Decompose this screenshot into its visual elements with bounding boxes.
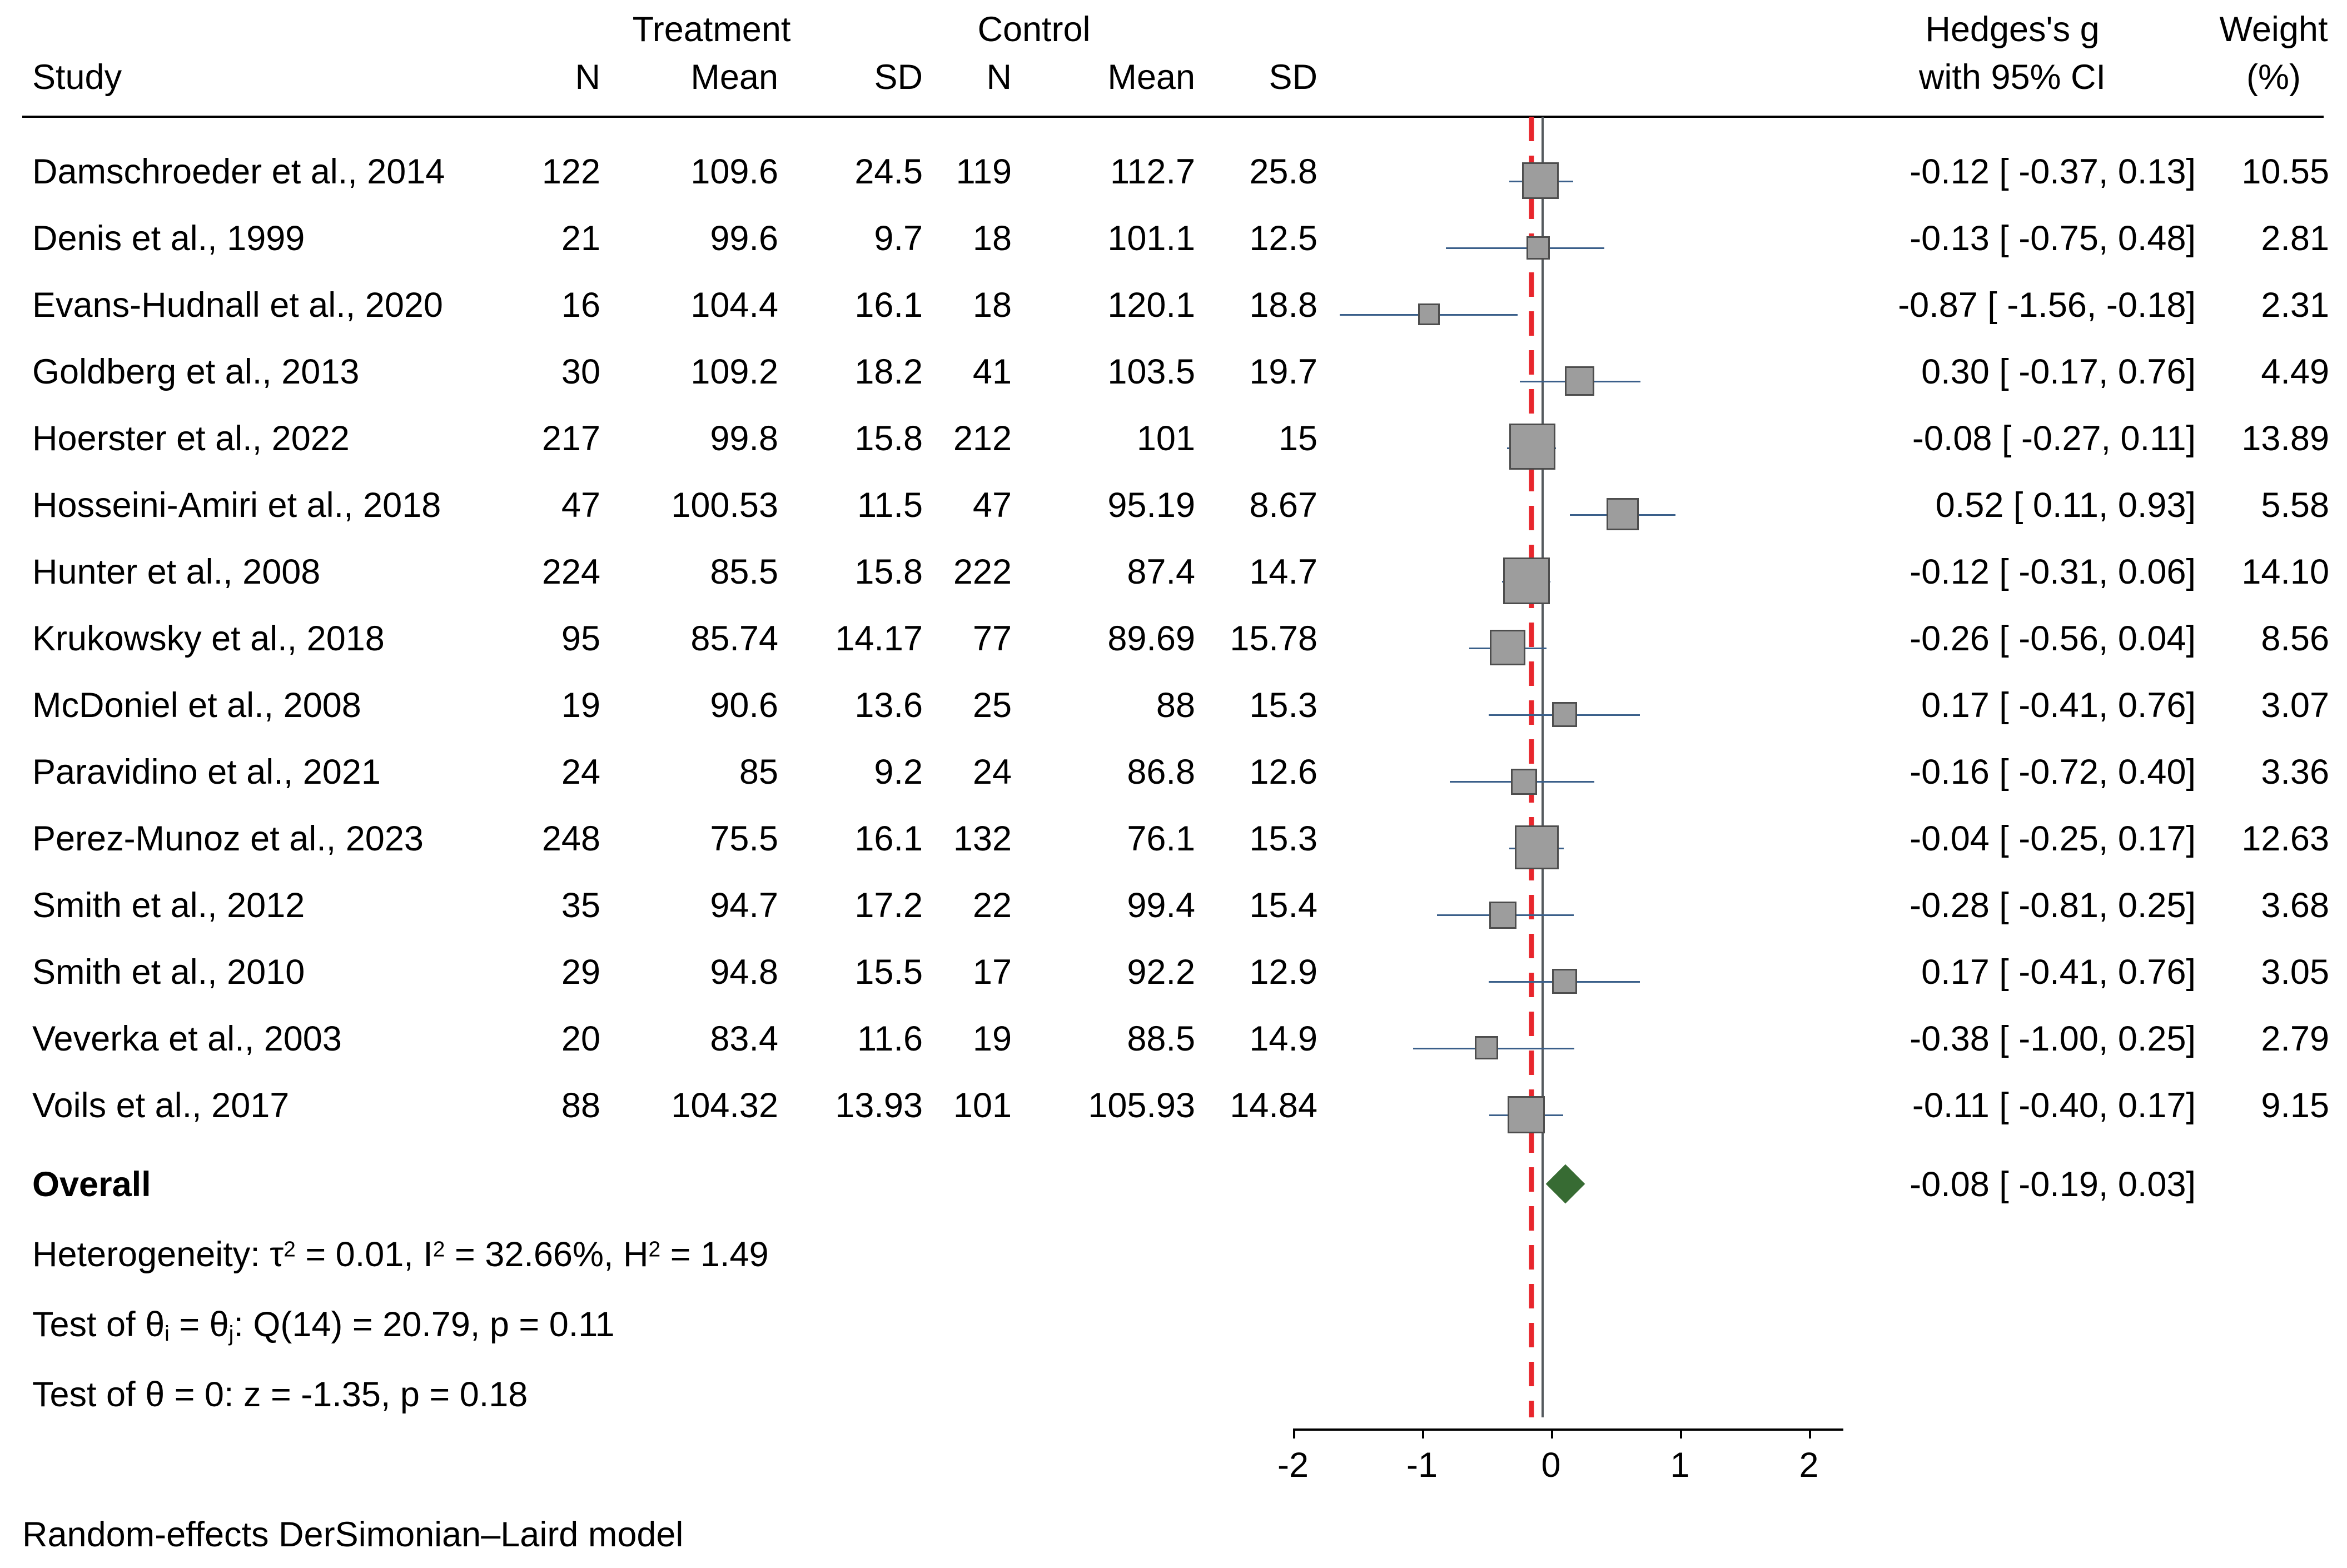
cell-n2: 17: [972, 953, 1012, 992]
study-label: Voils et al., 2017: [32, 1086, 290, 1125]
header-col-n2: N: [986, 58, 1012, 97]
cell-mean1: 75.5: [710, 819, 778, 858]
overall-effect: -0.08 [ -0.19, 0.03]: [1910, 1165, 2196, 1204]
cell-n2: 47: [972, 486, 1012, 525]
cell-effect: -0.04 [ -0.25, 0.17]: [1910, 819, 2196, 858]
cell-mean2: 120.1: [1107, 286, 1195, 325]
heterogeneity-stat: [32, 1237, 769, 1272]
cell-effect: 0.52 [ 0.11, 0.93]: [1935, 486, 2196, 525]
cell-sd2: 8.67: [1249, 486, 1317, 525]
x-axis-line: [1293, 1428, 1843, 1431]
header-col-study: Study: [32, 58, 122, 97]
header-weight-line1: Weight: [2219, 10, 2328, 49]
cell-n1: 217: [541, 419, 600, 458]
x-axis-tick-label: 0: [1541, 1446, 1561, 1485]
cell-sd2: 14.84: [1230, 1086, 1317, 1125]
cell-mean2: 101: [1136, 419, 1195, 458]
cell-weight: 10.55: [2241, 152, 2329, 191]
cell-effect: -0.26 [ -0.56, 0.04]: [1910, 619, 2196, 658]
cell-n1: 19: [561, 686, 600, 725]
cell-weight: 5.58: [2261, 486, 2329, 525]
study-label: Smith et al., 2010: [32, 953, 305, 992]
cell-sd1: 16.1: [854, 286, 923, 325]
cell-mean2: 105.93: [1088, 1086, 1195, 1125]
cell-n2: 25: [972, 686, 1012, 725]
cell-n2: 41: [972, 352, 1012, 391]
cell-mean2: 92.2: [1127, 953, 1195, 992]
cell-n2: 119: [956, 152, 1012, 191]
cell-sd2: 18.8: [1249, 286, 1317, 325]
cell-n2: 22: [972, 886, 1012, 925]
effect-marker: [1515, 825, 1559, 869]
cell-sd1: 11.6: [857, 1019, 923, 1058]
header-effect-title-line2: with 95% CI: [1918, 58, 2106, 97]
cell-mean1: 100.53: [671, 486, 778, 525]
cell-n1: 122: [541, 152, 600, 191]
cell-n1: 29: [561, 953, 600, 992]
cell-effect: -0.12 [ -0.31, 0.06]: [1910, 552, 2196, 591]
cell-mean1: 90.6: [710, 686, 778, 725]
cell-sd2: 14.7: [1249, 552, 1317, 591]
cell-mean2: 103.5: [1107, 352, 1195, 391]
cell-weight: 4.49: [2261, 352, 2329, 391]
tau-symbol: τ: [270, 1235, 284, 1274]
x-axis-tick: [1422, 1428, 1424, 1438]
header-effect-title-line1: Hedges's g: [1925, 10, 2100, 49]
header-col-mean1: Mean: [690, 58, 778, 97]
cell-weight: 9.15: [2261, 1086, 2329, 1125]
cell-mean1: 99.6: [710, 219, 778, 258]
test-q-prefix: Test of θ: [32, 1305, 165, 1344]
cell-sd2: 15: [1278, 419, 1317, 458]
x-axis-tick-label: 1: [1670, 1446, 1690, 1485]
cell-mean2: 88.5: [1127, 1019, 1195, 1058]
i-exponent: 2: [432, 1237, 445, 1262]
cell-n1: 95: [561, 619, 600, 658]
effect-marker: [1552, 969, 1577, 994]
cell-mean2: 112.7: [1110, 152, 1195, 191]
cell-weight: 3.07: [2261, 686, 2329, 725]
cell-sd1: 13.6: [854, 686, 923, 725]
study-label: McDoniel et al., 2008: [32, 686, 361, 725]
study-label: Denis et al., 1999: [32, 219, 305, 258]
study-label: Damschroeder et al., 2014: [32, 152, 445, 191]
cell-effect: 0.17 [ -0.41, 0.76]: [1921, 686, 2196, 725]
cell-mean1: 94.8: [710, 953, 778, 992]
effect-marker: [1607, 498, 1639, 530]
cell-mean1: 94.7: [710, 886, 778, 925]
cell-mean2: 101.1: [1107, 219, 1195, 258]
cell-mean2: 76.1: [1127, 819, 1195, 858]
cell-n1: 16: [561, 286, 600, 325]
cell-sd2: 12.9: [1249, 953, 1317, 992]
cell-effect: -0.11 [ -0.40, 0.17]: [1912, 1086, 2196, 1125]
cell-n1: 21: [561, 219, 600, 258]
cell-sd2: 15.3: [1249, 819, 1317, 858]
cell-n2: 19: [972, 1019, 1012, 1058]
cell-effect: 0.17 [ -0.41, 0.76]: [1921, 953, 2196, 992]
cell-n2: 24: [972, 753, 1012, 792]
heterogeneity-mid2: = 32.66%, H: [445, 1235, 649, 1274]
cell-weight: 12.63: [2241, 819, 2329, 858]
test-q-stat: [32, 1307, 615, 1345]
cell-mean1: 99.8: [710, 419, 778, 458]
cell-n2: 18: [972, 286, 1012, 325]
x-axis-tick-label: 2: [1799, 1446, 1819, 1485]
cell-mean1: 109.2: [690, 352, 778, 391]
cell-weight: 2.81: [2261, 219, 2329, 258]
cell-mean1: 85.74: [690, 619, 778, 658]
cell-sd2: 25.8: [1249, 152, 1317, 191]
cell-sd1: 24.5: [854, 152, 923, 191]
cell-n1: 35: [561, 886, 600, 925]
study-label: Goldberg et al., 2013: [32, 352, 360, 391]
cell-effect: -0.08 [ -0.27, 0.11]: [1912, 419, 2196, 458]
header-col-mean2: Mean: [1107, 58, 1195, 97]
effect-marker: [1509, 424, 1555, 470]
cell-mean2: 89.69: [1107, 619, 1195, 658]
cell-weight: 8.56: [2261, 619, 2329, 658]
cell-mean2: 95.19: [1107, 486, 1195, 525]
cell-sd1: 15.5: [854, 953, 923, 992]
cell-effect: -0.28 [ -0.81, 0.25]: [1910, 886, 2196, 925]
cell-mean1: 85.5: [710, 552, 778, 591]
cell-effect: 0.30 [ -0.17, 0.76]: [1921, 352, 2196, 391]
header-col-n1: N: [575, 58, 600, 97]
cell-sd2: 12.5: [1249, 219, 1317, 258]
cell-n1: 248: [541, 819, 600, 858]
cell-n1: 47: [561, 486, 600, 525]
cell-n1: 24: [561, 753, 600, 792]
cell-sd1: 11.5: [857, 486, 923, 525]
cell-sd2: 12.6: [1249, 753, 1317, 792]
study-label: Smith et al., 2012: [32, 886, 305, 925]
study-label: Paravidino et al., 2021: [32, 753, 381, 792]
overall-effect-line: [1526, 117, 1537, 1417]
effect-marker: [1418, 303, 1440, 325]
x-axis-tick-label: -2: [1277, 1446, 1309, 1485]
heterogeneity-mid1: = 0.01, I: [295, 1235, 433, 1274]
cell-weight: 2.79: [2261, 1019, 2329, 1058]
test-q-end: : Q(14) = 20.79, p = 0.11: [233, 1305, 615, 1344]
tau-exponent: 2: [284, 1237, 296, 1262]
x-axis-tick: [1293, 1428, 1295, 1438]
cell-weight: 3.05: [2261, 953, 2329, 992]
cell-mean2: 99.4: [1127, 886, 1195, 925]
effect-marker: [1565, 366, 1594, 396]
cell-n2: 222: [953, 552, 1012, 591]
cell-sd1: 18.2: [854, 352, 923, 391]
effect-marker: [1522, 162, 1559, 199]
cell-n2: 212: [953, 419, 1012, 458]
cell-n1: 224: [541, 552, 600, 591]
cell-weight: 3.68: [2261, 886, 2329, 925]
study-label: Evans-Hudnall et al., 2020: [32, 286, 443, 325]
study-label: Krukowsky et al., 2018: [32, 619, 385, 658]
study-label: Hunter et al., 2008: [32, 552, 321, 591]
theta-j-sub: j: [228, 1322, 234, 1346]
theta-i-sub: i: [165, 1322, 170, 1346]
cell-mean1: 104.32: [671, 1086, 778, 1125]
cell-n1: 88: [561, 1086, 600, 1125]
effect-marker: [1511, 769, 1537, 795]
x-axis-tick: [1809, 1428, 1811, 1438]
test-q-mid: = θ: [169, 1305, 229, 1344]
effect-marker: [1475, 1036, 1498, 1059]
cell-n2: 132: [953, 819, 1012, 858]
cell-mean2: 87.4: [1127, 552, 1195, 591]
cell-sd2: 19.7: [1249, 352, 1317, 391]
cell-n2: 77: [972, 619, 1012, 658]
h-exponent: 2: [648, 1237, 661, 1262]
x-axis-tick: [1551, 1428, 1553, 1438]
cell-weight: 13.89: [2241, 419, 2329, 458]
model-footnote: Random-effects DerSimonian–Laird model: [22, 1515, 684, 1554]
cell-mean1: 109.6: [690, 152, 778, 191]
cell-sd1: 14.17: [835, 619, 923, 658]
cell-mean1: 85: [739, 753, 778, 792]
heterogeneity-prefix: Heterogeneity:: [32, 1235, 270, 1274]
cell-n2: 101: [953, 1086, 1012, 1125]
cell-effect: -0.16 [ -0.72, 0.40]: [1910, 753, 2196, 792]
cell-n1: 30: [561, 352, 600, 391]
header-col-sd2: SD: [1269, 58, 1317, 97]
cell-mean1: 83.4: [710, 1019, 778, 1058]
cell-sd2: 15.4: [1249, 886, 1317, 925]
test-z-stat: Test of θ = 0: z = -1.35, p = 0.18: [32, 1375, 528, 1414]
cell-sd1: 15.8: [854, 552, 923, 591]
cell-sd2: 15.3: [1249, 686, 1317, 725]
zero-reference-line: [1542, 117, 1544, 1417]
cell-sd2: 14.9: [1249, 1019, 1317, 1058]
cell-sd2: 15.78: [1230, 619, 1317, 658]
header-rule-main: [22, 116, 2324, 118]
effect-marker: [1490, 630, 1525, 665]
cell-sd1: 9.7: [874, 219, 923, 258]
cell-sd1: 15.8: [854, 419, 923, 458]
header-group-control: Control: [977, 10, 1091, 49]
cell-weight: 3.36: [2261, 753, 2329, 792]
effect-marker: [1508, 1096, 1545, 1133]
x-axis-tick-label: -1: [1406, 1446, 1438, 1485]
header-group-treatment: Treatment: [632, 10, 791, 49]
study-label: Hoerster et al., 2022: [32, 419, 350, 458]
cell-effect: -0.13 [ -0.75, 0.48]: [1910, 219, 2196, 258]
cell-sd1: 16.1: [854, 819, 923, 858]
heterogeneity-end: = 1.49: [660, 1235, 769, 1274]
x-axis-tick: [1680, 1428, 1682, 1438]
cell-effect: -0.12 [ -0.37, 0.13]: [1910, 152, 2196, 191]
effect-marker: [1552, 702, 1577, 727]
cell-n2: 18: [972, 219, 1012, 258]
study-label: Perez-Munoz et al., 2023: [32, 819, 424, 858]
plot-area: [1240, 117, 1846, 1428]
cell-mean2: 88: [1156, 686, 1195, 725]
header-weight-line2: (%): [2246, 58, 2301, 97]
effect-marker: [1489, 902, 1516, 929]
cell-weight: 14.10: [2241, 552, 2329, 591]
header-col-sd1: SD: [874, 58, 923, 97]
cell-mean2: 86.8: [1127, 753, 1195, 792]
study-label: Veverka et al., 2003: [32, 1019, 342, 1058]
overall-label: Overall: [32, 1165, 151, 1204]
cell-weight: 2.31: [2261, 286, 2329, 325]
cell-effect: -0.38 [ -1.00, 0.25]: [1910, 1019, 2196, 1058]
effect-marker: [1503, 557, 1550, 604]
study-label: Hosseini-Amiri et al., 2018: [32, 486, 441, 525]
cell-mean1: 104.4: [690, 286, 778, 325]
effect-marker: [1526, 236, 1550, 260]
cell-sd1: 9.2: [874, 753, 923, 792]
ci-line: [1446, 247, 1604, 249]
cell-effect: -0.87 [ -1.56, -0.18]: [1898, 286, 2196, 325]
cell-sd1: 13.93: [835, 1086, 923, 1125]
cell-n1: 20: [561, 1019, 600, 1058]
cell-sd1: 17.2: [854, 886, 923, 925]
